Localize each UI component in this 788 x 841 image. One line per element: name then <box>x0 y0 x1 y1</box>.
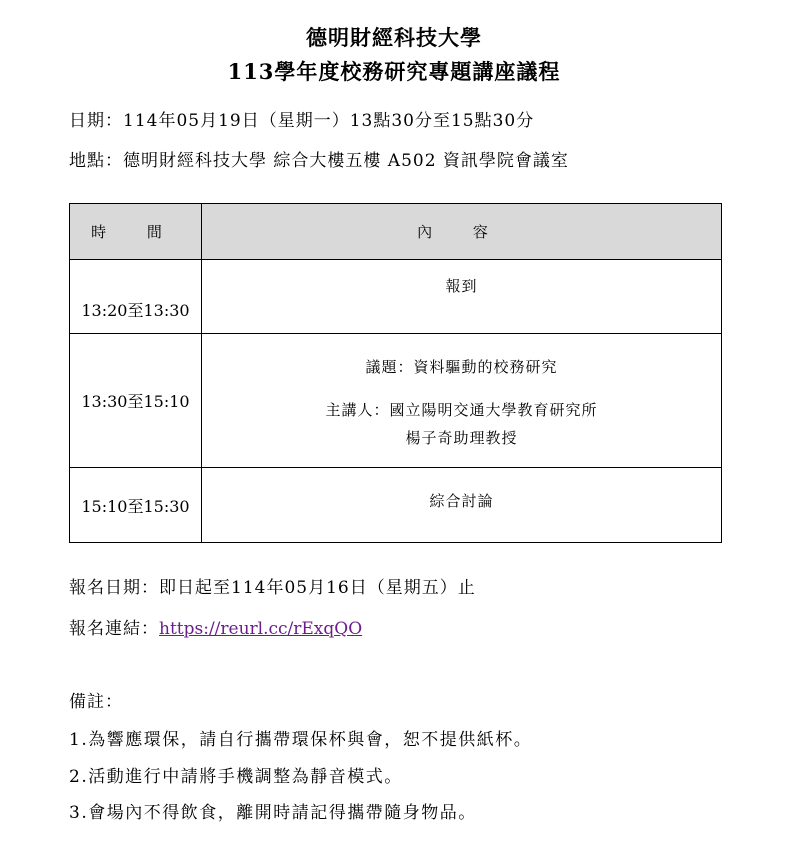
row-time: 15:10至15:30 <box>70 468 202 543</box>
content-line: 報到 <box>445 277 478 295</box>
agenda-row <box>70 260 722 334</box>
content-line: 綜合討論 <box>429 492 494 510</box>
university-name: 德明財經科技大學 <box>306 25 482 50</box>
note-item: 2.活動進行中請將手機調整為靜音模式。 <box>69 767 403 787</box>
note-item: 3.會場內不得飲食，離開時請記得攜帶隨身物品。 <box>69 803 477 823</box>
content-line: 楊子奇助理教授 <box>405 429 518 447</box>
row-content <box>202 334 722 468</box>
header-time: 時 間 <box>70 204 202 260</box>
event-place: 地點：德明財經科技大學 綜合大樓五樓 A502 資訊學院會議室 <box>69 151 569 171</box>
notes-title: 備註： <box>69 692 123 712</box>
row-content <box>202 468 722 543</box>
registration-link-line <box>69 614 362 639</box>
registration-link[interactable]: https://reurl.cc/rExqQO <box>159 619 363 639</box>
agenda-header-row <box>70 204 722 260</box>
content-line: 議題：資料驅動的校務研究 <box>365 358 558 376</box>
content-line: 主講人：國立陽明交通大學教育研究所 <box>325 401 598 419</box>
agenda-row <box>70 334 722 468</box>
header-content: 內 容 <box>202 204 722 260</box>
row-time: 13:30至15:10 <box>70 334 202 468</box>
agenda-title: 113學年度校務研究專題講座議程 <box>227 59 561 84</box>
note-item: 1.為響應環保，請自行攜帶環保杯與會，恕不提供紙杯。 <box>69 730 533 750</box>
row-content <box>202 260 722 334</box>
registration-link-label: 報名連結： <box>69 619 159 639</box>
event-date: 日期：114年05月19日（星期一）13點30分至15點30分 <box>69 111 535 131</box>
agenda-row <box>70 468 722 543</box>
agenda-table <box>69 203 722 543</box>
row-time: 13:20至13:30 <box>70 260 202 334</box>
registration-date: 報名日期：即日起至114年05月16日（星期五）止 <box>69 578 476 598</box>
